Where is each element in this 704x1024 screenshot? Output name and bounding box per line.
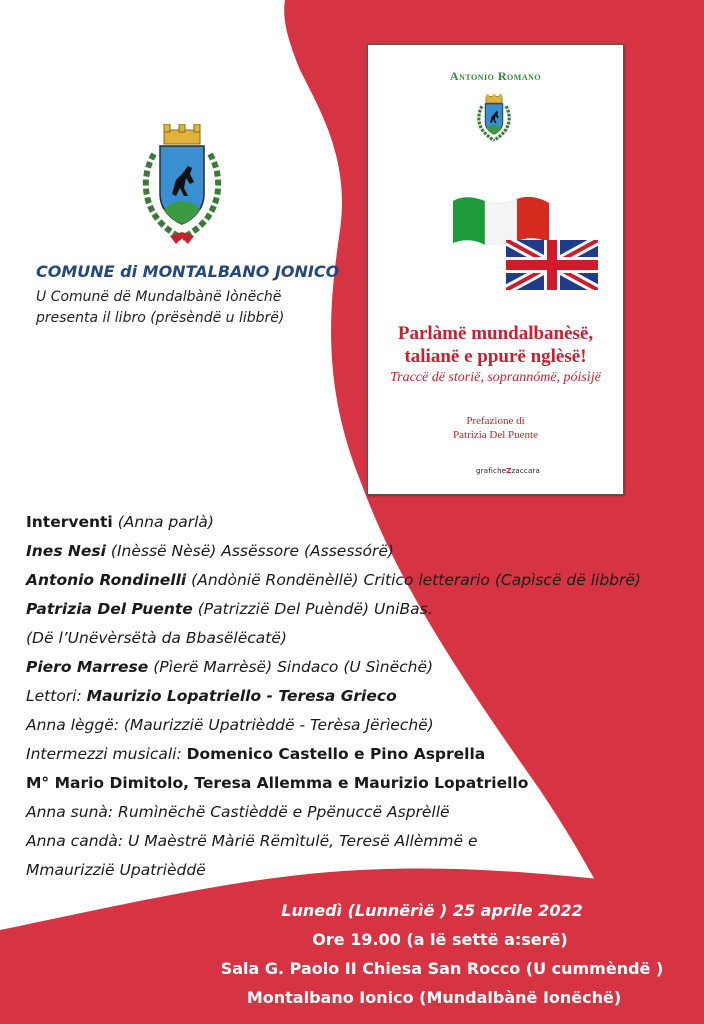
speaker1-name: Ines Nesi <box>26 542 106 560</box>
book-author: Antonio Romano <box>449 69 542 83</box>
publisher-name: zaccara <box>511 467 541 475</box>
music-names: Domenico Castello e Pino Asprella <box>186 745 486 763</box>
event-venue: Sala G. Paolo II Chiesa San Rocco (U cummèndë ) <box>220 959 664 978</box>
speaker2-dialect: (Andònië Rondënèllë) <box>191 571 359 589</box>
readers-dialect: Anna lèggë: (Maurizzië Upatrièddë - Terèsa Jërìechë) <box>26 716 434 734</box>
event-date: Lunedì (Lunnërìë ) 25 aprile 2022 <box>281 901 583 920</box>
program-row-speaker2 <box>26 568 696 597</box>
speaker4-name: Piero Marrese <box>26 658 149 676</box>
book-preface-author: Patrizia Del Puente <box>453 429 538 441</box>
program-row-music <box>26 742 696 771</box>
program-row-music-2 <box>26 771 696 800</box>
interventi-dialect: (Anna parlà) <box>117 513 214 531</box>
singers-dialect-2: Mmaurizzië Upatrièddë <box>26 861 206 879</box>
publisher-mark-icon: Z <box>506 467 512 475</box>
municipality-block <box>36 262 356 329</box>
speaker2-role: Critico letterario (Capìscë dë libbrë) <box>363 571 641 589</box>
program-row-speaker1 <box>26 539 696 568</box>
speaker1-dialect: (Inèssë Nèsë) <box>110 542 217 560</box>
municipality-title: COMUNE di MONTALBANO JONICO <box>36 262 340 281</box>
event-town: Montalbano Ionico (Mundalbànë Ionëchë) <box>246 988 622 1007</box>
speaker2-name: Antonio Rondinelli <box>26 571 187 589</box>
speaker3-dialect: (Patrizzië Del Puèndë) <box>197 600 370 618</box>
event-info <box>0 898 704 1014</box>
speaker4-role: Sindaco (U Sìnëchë) <box>277 658 434 676</box>
speaker1-role: Assëssore (Assessórë) <box>221 542 394 560</box>
singers-dialect-1: Anna candà: U Maèstrë Màrië Rëmìtulë, Teresë Allèmmë e <box>26 832 478 850</box>
book-cover <box>367 44 624 495</box>
book-subtitle: Traccë dë storië, soprannómë, póisìjë <box>390 370 601 385</box>
program-row-speaker3 <box>26 597 696 626</box>
book-preface-label: Prefazione di <box>466 415 525 427</box>
program-list <box>26 510 696 887</box>
event-time: Ore 19.00 (a lë settë a:serë) <box>312 930 568 949</box>
program-row-interventi <box>26 510 696 539</box>
speaker3-name: Patrizia Del Puente <box>26 600 193 618</box>
book-coat-of-arms-icon <box>474 93 514 145</box>
uk-flag-icon <box>506 240 598 290</box>
readers-names: Maurizio Lopatriello - Teresa Grieco <box>86 687 397 705</box>
interventi-label: Interventi <box>26 513 113 531</box>
program-row-readers <box>26 684 696 713</box>
music-dialect: Anna sunà: Rumìnëchë Castièddë e Ppënuccë Asprèllë <box>26 803 450 821</box>
speaker3-role-dialect: (Dë l’Unëvèrsëtà da Bbasëlëcatë) <box>26 629 287 647</box>
publisher-prefix: grafiche <box>476 467 507 475</box>
municipality-dialect-name: U Comunë dë Mundalbànë Iònëchë <box>36 289 282 305</box>
book-title-line1: Parlàmë mundalbanèsë, <box>397 323 594 344</box>
music-label: Intermezzi musicali: <box>26 745 182 763</box>
presents-line: presenta il libro (prësèndë u libbrë) <box>36 310 285 326</box>
book-title-line2: talianë e ppurë nglèsë! <box>404 346 587 367</box>
program-row-speaker4 <box>26 655 696 684</box>
speaker3-role: UniBas. <box>374 600 433 618</box>
speaker4-dialect: (Pìerë Marrèsë) <box>153 658 273 676</box>
italian-flag-icon <box>453 193 549 245</box>
readers-label: Lettori: <box>26 687 82 705</box>
publisher-logo <box>476 467 540 475</box>
coat-of-arms-icon <box>132 124 232 248</box>
music-line2: M° Mario Dimitolo, Teresa Allemma e Maurizio Lopatriello <box>26 774 529 792</box>
